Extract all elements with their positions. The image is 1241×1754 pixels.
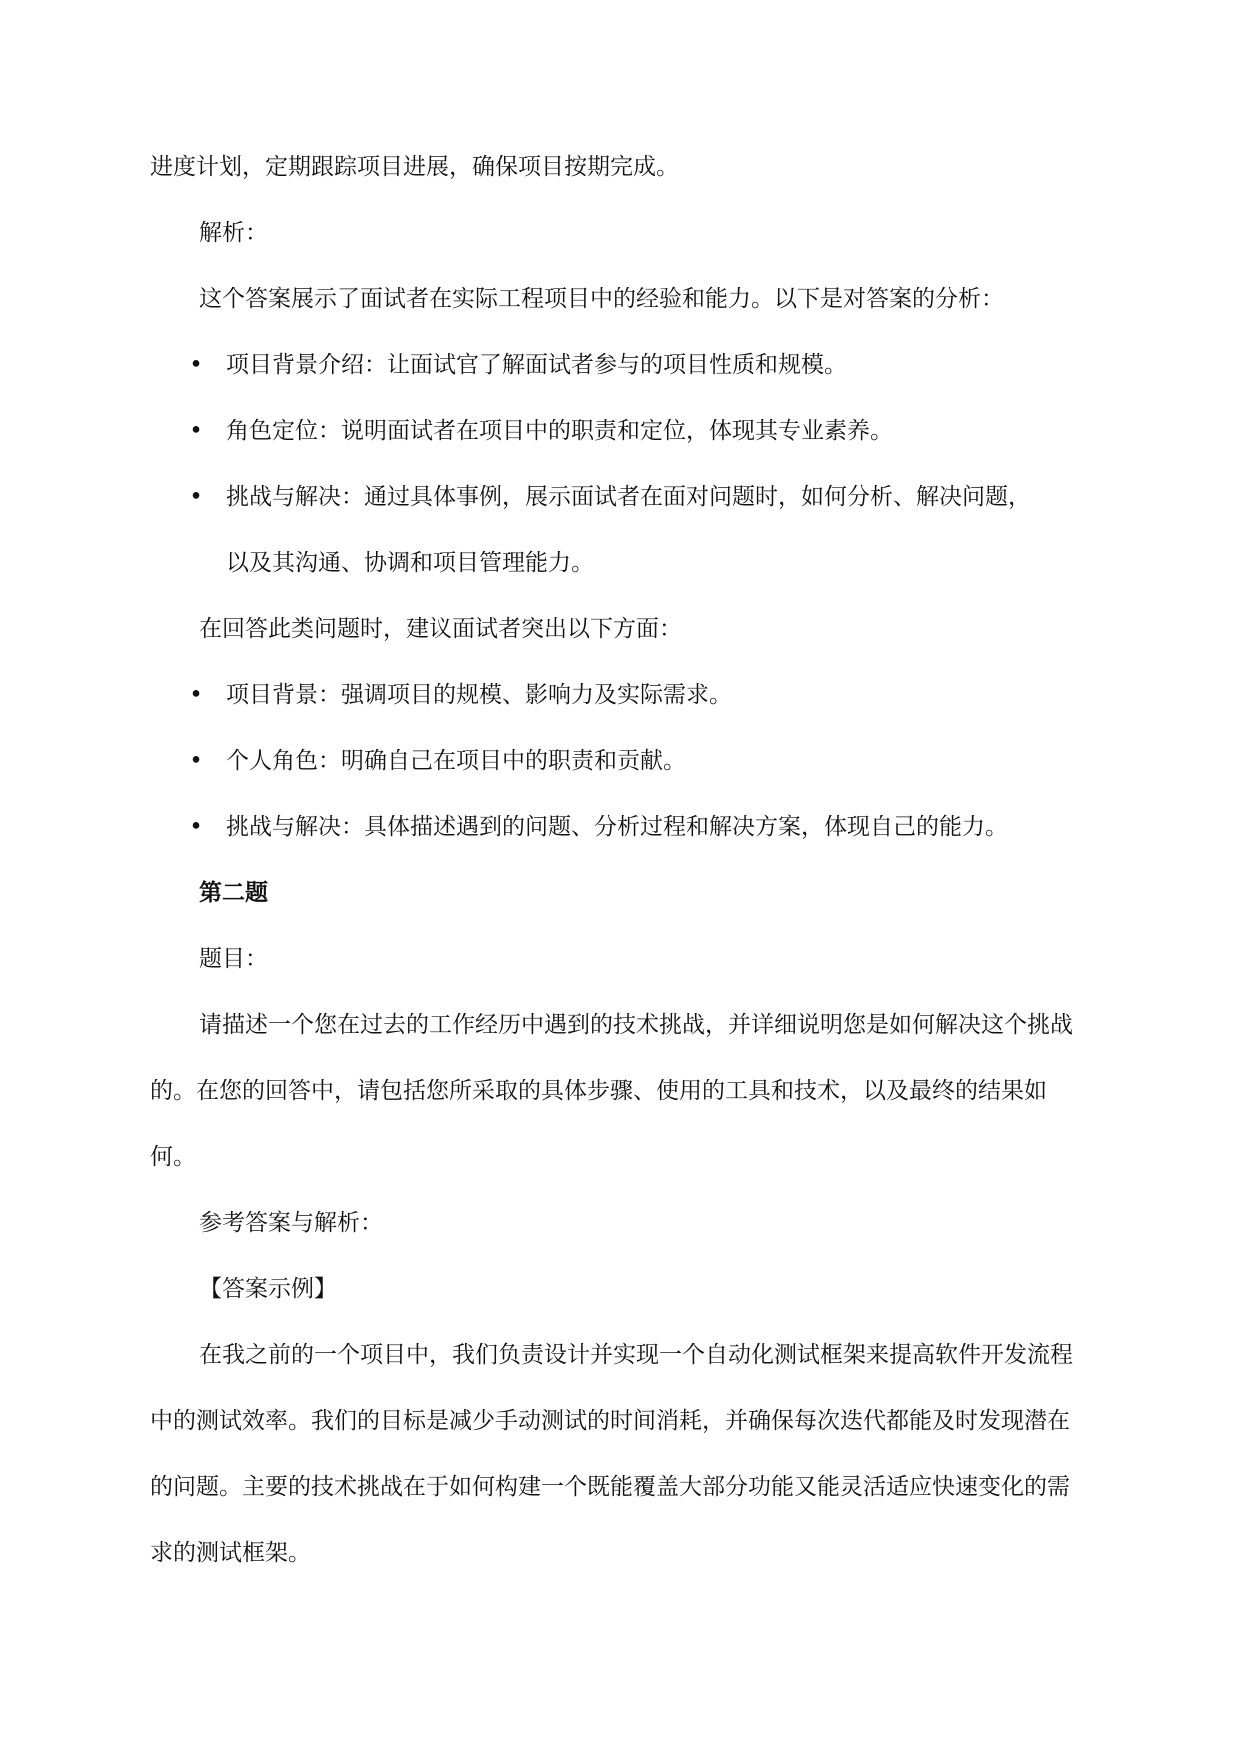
list-item-continuation: 以及其沟通、协调和项目管理能力。 — [226, 550, 594, 576]
list-item — [150, 794, 1085, 860]
continued-paragraph: 进度计划，定期跟踪项目进展，确保项目按期完成。 — [150, 154, 679, 180]
example-label: 【答案示例】 — [199, 1276, 337, 1302]
list-item — [150, 332, 1085, 398]
analysis-label: 解析： — [199, 220, 268, 246]
bullet-icon: • — [189, 748, 203, 774]
advice-bullet-list — [150, 662, 1085, 860]
question-paragraph: 请描述一个您在过去的工作经历中遇到的技术挑战，并详细说明您是如何解决这个挑战的。在您的回答中，请包括您所采取的具体步骤、使用的工具和技术，以及最终的结果如何。 — [150, 1012, 1073, 1170]
question-label: 题目： — [199, 946, 268, 972]
list-item-text: 角色定位：说明面试者在项目中的职责和定位，体现其专业素养。 — [226, 418, 893, 444]
bullet-icon: • — [189, 352, 203, 378]
bullet-icon: • — [189, 814, 203, 840]
bullet-icon: • — [189, 682, 203, 708]
list-item-text: 挑战与解决：具体描述遇到的问题、分析过程和解决方案，体现自己的能力。 — [226, 814, 1008, 840]
list-item — [150, 464, 1085, 530]
list-item — [150, 728, 1085, 794]
analysis-bullet-list — [150, 332, 1085, 530]
advice-intro: 在回答此类问题时，建议面试者突出以下方面： — [199, 616, 682, 642]
list-item-text: 项目背景介绍：让面试官了解面试者参与的项目性质和规模。 — [226, 352, 847, 378]
bullet-icon: • — [189, 418, 203, 444]
document-body — [150, 134, 1085, 1586]
list-item — [150, 662, 1085, 728]
example-paragraph: 在我之前的一个项目中，我们负责设计并实现一个自动化测试框架来提高软件开发流程中的测试效率。我们的目标是减少手动测试的时间消耗，并确保每次迭代都能及时发现潜在的问题。主要的技术挑战在于如何构建一个既能覆盖大部分功能又能灵活适应快速变化的需求的测试框架。 — [150, 1342, 1073, 1566]
reference-label: 参考答案与解析： — [199, 1210, 383, 1236]
analysis-intro: 这个答案展示了面试者在实际工程项目中的经验和能力。以下是对答案的分析： — [199, 286, 1004, 312]
list-item — [150, 398, 1085, 464]
list-item-text: 挑战与解决：通过具体事例，展示面试者在面对问题时，如何分析、解决问题， — [226, 484, 1031, 510]
bullet-icon: • — [189, 484, 203, 510]
list-item-text: 个人角色：明确自己在项目中的职责和贡献。 — [226, 748, 686, 774]
section-heading: 第二题 — [199, 879, 268, 906]
list-item-text: 项目背景：强调项目的规模、影响力及实际需求。 — [226, 682, 732, 708]
